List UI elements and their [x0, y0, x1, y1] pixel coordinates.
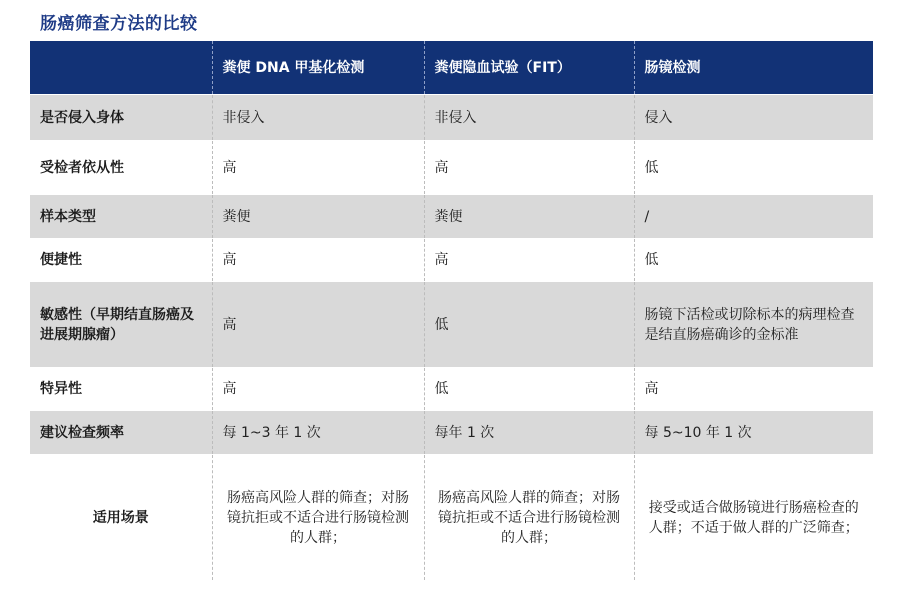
row-label: 样本类型 — [30, 195, 212, 239]
table-row — [30, 411, 873, 455]
row-label: 适用场景 — [30, 455, 212, 581]
table-cell: 侵入 — [634, 95, 873, 141]
table-cell: 低 — [634, 239, 873, 282]
table-cell: 高 — [424, 141, 634, 195]
row-label: 建议检查频率 — [30, 411, 212, 455]
table-cell: / — [634, 195, 873, 239]
comparison-table — [30, 41, 873, 581]
table-row — [30, 95, 873, 141]
table-cell: 每 1~3 年 1 次 — [212, 411, 424, 455]
table-cell: 肠癌高风险人群的筛查；对肠镜抗拒或不适合进行肠镜检测的人群； — [424, 455, 634, 581]
table-cell: 每年 1 次 — [424, 411, 634, 455]
table-cell: 低 — [424, 368, 634, 411]
row-label: 敏感性（早期结直肠癌及进展期腺瘤） — [30, 282, 212, 368]
header-cell-dna-methylation: 粪便 DNA 甲基化检测 — [212, 41, 424, 95]
table-cell: 肠癌高风险人群的筛查；对肠镜抗拒或不适合进行肠镜检测的人群； — [212, 455, 424, 581]
table-cell: 非侵入 — [212, 95, 424, 141]
table-cell: 肠镜下活检或切除标本的病理检查是结直肠癌确诊的金标准 — [634, 282, 873, 368]
table-row — [30, 239, 873, 282]
header-cell-colonoscopy: 肠镜检测 — [634, 41, 873, 95]
table-row — [30, 282, 873, 368]
table-cell: 高 — [212, 239, 424, 282]
table-cell: 高 — [212, 368, 424, 411]
table-cell: 高 — [424, 239, 634, 282]
table-cell: 高 — [212, 141, 424, 195]
table-row — [30, 195, 873, 239]
row-label: 便捷性 — [30, 239, 212, 282]
row-label: 是否侵入身体 — [30, 95, 212, 141]
table-cell: 低 — [424, 282, 634, 368]
table-row — [30, 368, 873, 411]
header-cell-empty — [30, 41, 212, 95]
table-cell: 高 — [212, 282, 424, 368]
table-header-row — [30, 41, 873, 95]
row-label: 受检者依从性 — [30, 141, 212, 195]
header-cell-fit: 粪便隐血试验（FIT） — [424, 41, 634, 95]
table-cell: 粪便 — [212, 195, 424, 239]
table-cell: 非侵入 — [424, 95, 634, 141]
table-cell: 高 — [634, 368, 873, 411]
table-row — [30, 455, 873, 581]
page-title: 肠癌筛查方法的比较 — [40, 14, 198, 34]
table-row — [30, 141, 873, 195]
row-label: 特异性 — [30, 368, 212, 411]
table-cell: 低 — [634, 141, 873, 195]
table-cell: 粪便 — [424, 195, 634, 239]
table-cell: 接受或适合做肠镜进行肠癌检查的人群；不适于做人群的广泛筛查； — [634, 455, 873, 581]
table-cell: 每 5~10 年 1 次 — [634, 411, 873, 455]
